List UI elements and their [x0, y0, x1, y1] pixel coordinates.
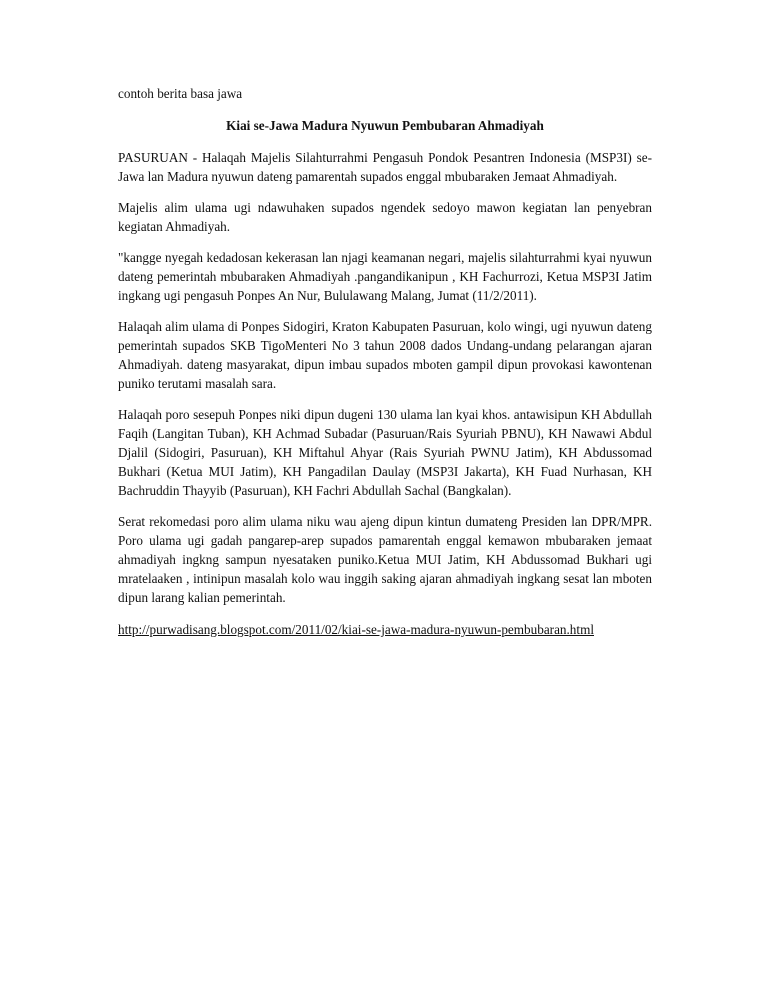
article-paragraph-4: Halaqah alim ulama di Ponpes Sidogiri, Kraton Kabupaten Pasuruan, kolo wingi, ugi nyuwun dateng pemerintah supados SKB TigoMenteri No 3 tahun 2008 dados Undang-undang pelarangan ajaran Ahmadiyah. dateng masyarakat, dipun imbau supados mboten gampil dipun provokasi kawontenan puniko terutami masalah sara. — [118, 319, 652, 391]
article-paragraph-1: PASURUAN - Halaqah Majelis Silahturrahmi Pengasuh Pondok Pesantren Indonesia (MSP3I) se-Jawa lan Madura nyuwun dateng pamarentah supados enggal mbubaraken Jemaat Ahmadiyah. — [118, 150, 652, 184]
article-paragraph-5: Halaqah poro sesepuh Ponpes niki dipun dugeni 130 ulama lan kyai khos. antawisipun KH Abdullah Faqih (Langitan Tuban), KH Achmad Subadar (Pasuruan/Rais Syuriah PBNU), KH Nawawi Abdul Djalil (Sidogiri, Pasuruan), KH Miftahul Ahyar (Rais Syuriah PWNU Jatim), KH Abdussomad Bukhari (Ketua MUI Jatim), KH Pangadilan Daulay (MSP3I Jakarta), KH Fuad Nurhasan, KH Bachruddin Thayyib (Pasuruan), KH Fachri Abdullah Sachal (Bangkalan). — [118, 407, 652, 498]
article-paragraph-6: Serat rekomedasi poro alim ulama niku wau ajeng dipun kintun dumateng Presiden lan DPR/MPR. Poro ulama ugi gadah pangarep-arep supados pamarentah enggal kemawon mbubaraken jemaat ahmadiyah ingkng sampun nyesataken puniko.Ketua MUI Jatim, KH Abdussomad Bukhari ugi mratelaaken , intinipun masalah kolo wau inggih saking ajaran ahmadiyah ingkang sesat lan mboten dipun larang kalian pemerintah. — [118, 514, 652, 605]
article-paragraph-3: "kangge nyegah kedadosan kekerasan lan njagi keamanan negari, majelis silahturrahmi kyai nyuwun dateng pemerintah mbubaraken Ahmadiyah .pangandikanipun , KH Fachurrozi, Ketua MSP3I Jatim ingkang ugi pengasuh Ponpes An Nur, Bululawang Malang, Jumat (11/2/2011). — [118, 250, 652, 303]
intro-line: contoh berita basa jawa — [118, 86, 243, 101]
article-headline: Kiai se-Jawa Madura Nyuwun Pembubaran Ahmadiyah — [226, 118, 544, 133]
document-page — [118, 84, 652, 639]
article-paragraph-2: Majelis alim ulama ugi ndawuhaken supados ngendek sedoyo mawon kegiatan lan penyebran kegiatan Ahmadiyah. — [118, 200, 652, 234]
source-link[interactable]: http://purwadisang.blogspot.com/2011/02/kiai-se-jawa-madura-nyuwun-pembubaran.html — [118, 622, 594, 637]
